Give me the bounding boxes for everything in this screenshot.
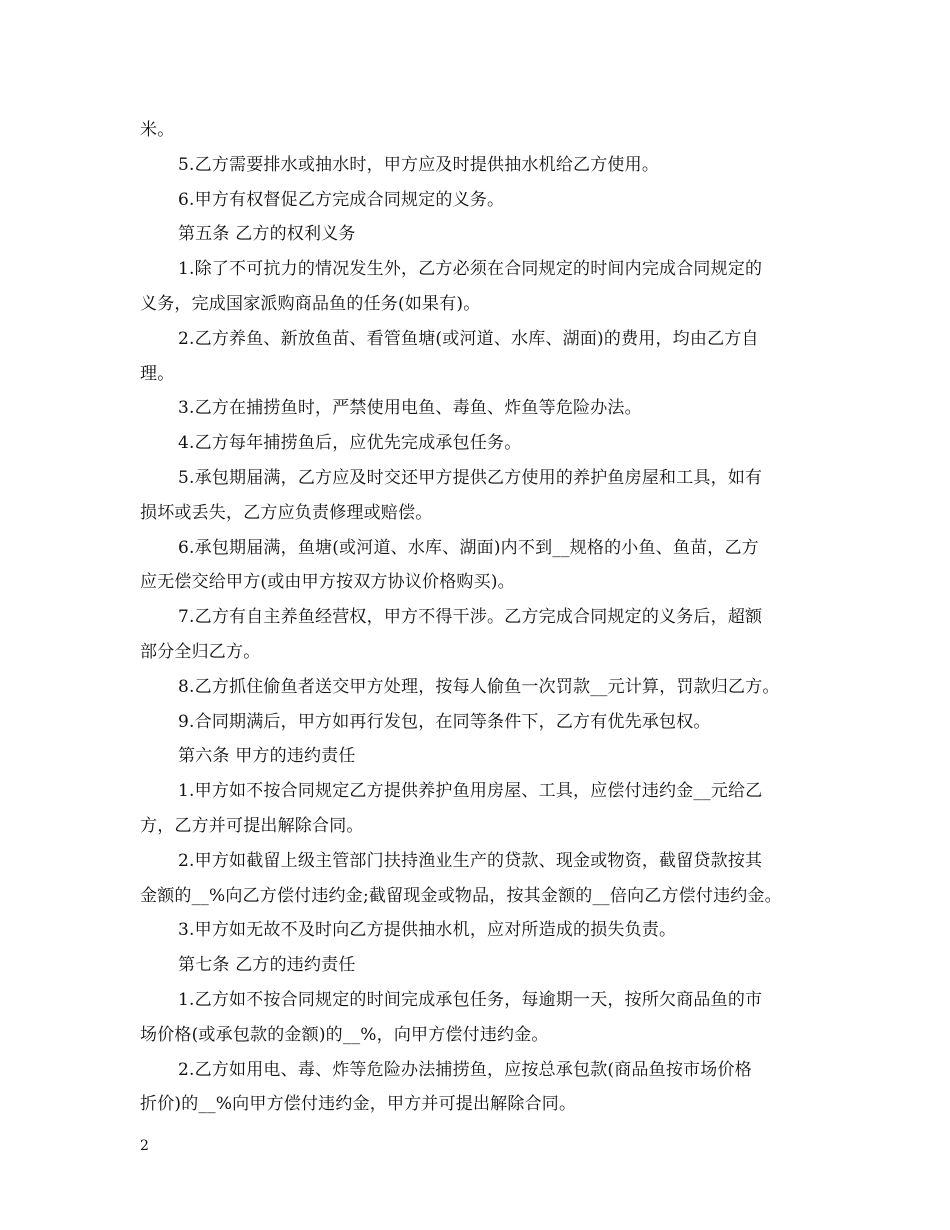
- text-line: 4.乙方每年捕捞鱼后，应优先完成承包任务。: [178, 433, 522, 454]
- document-body: [140, 113, 820, 1122]
- text-line: 2.甲方如截留上级主管部门扶持渔业生产的贷款、现金或物资，截留贷款按其: [178, 850, 763, 871]
- text-line: 部分全归乙方。: [140, 641, 261, 662]
- text-line: 5.乙方需要排水或抽水时，甲方应及时提供抽水机给乙方使用。: [178, 154, 660, 175]
- text-line: 1.除了不可抗力的情况发生外，乙方必须在合同规定的时间内完成合同规定的: [178, 259, 763, 280]
- text-line: 1.乙方如不按合同规定的时间完成承包任务，每逾期一天，按所欠商品鱼的市: [178, 989, 763, 1010]
- text-line: 第五条 乙方的权利义务: [178, 224, 356, 245]
- text-line: 5.承包期届满，乙方应及时交还甲方提供乙方使用的养护鱼房屋和工具，如有: [178, 467, 763, 488]
- text-line: 6.甲方有权督促乙方完成合同规定的义务。: [178, 189, 505, 210]
- text-line: 2.乙方如用电、毒、炸等危险办法捕捞鱼，应按总承包款(商品鱼按市场价格: [178, 1059, 752, 1080]
- text-line: 3.乙方在捕捞鱼时，严禁使用电鱼、毒鱼、炸鱼等危险办法。: [178, 398, 642, 419]
- text-line: 9.合同期满后，甲方如再行发包，在同等条件下，乙方有优先承包权。: [178, 711, 711, 732]
- text-line: 折价)的__%向甲方偿付违约金，甲方并可提出解除合同。: [140, 1094, 577, 1115]
- page-number: 2: [140, 1138, 149, 1154]
- text-line: 1.甲方如不按合同规定乙方提供养护鱼用房屋、工具，应偿付违约金__元给乙: [178, 781, 763, 802]
- text-line: 方，乙方并可提出解除合同。: [140, 815, 364, 836]
- text-line: 应无偿交给甲方(或由甲方按双方协议价格购买)。: [140, 572, 515, 593]
- text-line: 损坏或丢失，乙方应负责修理或赔偿。: [140, 502, 433, 523]
- text-line: 8.乙方抓住偷鱼者送交甲方处理，按每人偷鱼一次罚款__元计算，罚款归乙方。: [178, 676, 780, 697]
- text-line: 米。: [140, 120, 175, 140]
- text-line: 第六条 甲方的违约责任: [178, 746, 356, 767]
- text-line: 理。: [140, 363, 175, 384]
- text-line: 义务，完成国家派购商品鱼的任务(如果有)。: [140, 293, 481, 314]
- text-line: 7.乙方有自主养鱼经营权，甲方不得干涉。乙方完成合同规定的义务后，超额: [178, 607, 763, 628]
- text-line: 6.承包期届满，鱼塘(或河道、水库、湖面)内不到__规格的小鱼、鱼苗，乙方: [178, 537, 759, 558]
- text-line: 3.甲方如无故不及时向乙方提供抽水机，应对所造成的损失负责。: [178, 920, 677, 941]
- text-line: 金额的__%向乙方偿付违约金;截留现金或物品，按其金额的__倍向乙方偿付违约金。: [140, 885, 782, 906]
- text-line: 第七条 乙方的违约责任: [178, 955, 356, 976]
- text-line: 2.乙方养鱼、新放鱼苗、看管鱼塘(或河道、水库、湖面)的费用，均由乙方自: [178, 328, 759, 349]
- text-line: 场价格(或承包款的金额)的__%，向甲方偿付违约金。: [140, 1024, 549, 1045]
